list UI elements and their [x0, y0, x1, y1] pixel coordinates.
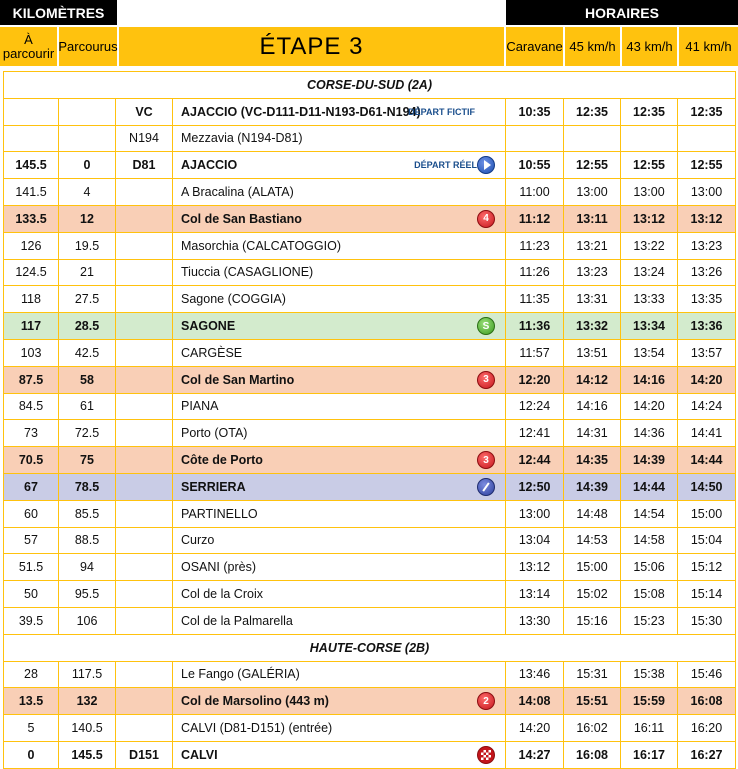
section-title: HAUTE-CORSE (2B)	[4, 634, 736, 661]
section-row	[4, 634, 736, 661]
time-41: 15:12	[678, 554, 736, 581]
time-45: 13:51	[564, 339, 621, 366]
time-41: 13:35	[678, 286, 736, 313]
time-41: 12:35	[678, 98, 736, 125]
time-caravane: 12:44	[506, 447, 564, 474]
km-done	[59, 125, 116, 152]
km-remaining: 13.5	[4, 688, 59, 715]
time-43: 15:06	[621, 554, 678, 581]
road-code: N194	[116, 125, 173, 152]
place-cell	[173, 688, 506, 715]
table-row	[4, 473, 736, 500]
km-remaining: 141.5	[4, 179, 59, 206]
place-cell	[173, 366, 506, 393]
km-remaining: 57	[4, 527, 59, 554]
table-row	[4, 232, 736, 259]
time-45: 14:53	[564, 527, 621, 554]
km-remaining: 84.5	[4, 393, 59, 420]
road-code	[116, 581, 173, 608]
time-caravane: 13:04	[506, 527, 564, 554]
time-45: 15:00	[564, 554, 621, 581]
place-cell	[173, 447, 506, 474]
col-41: 41 km/h	[679, 27, 738, 66]
place-cell	[173, 152, 506, 179]
table-row	[4, 447, 736, 474]
time-45: 15:02	[564, 581, 621, 608]
km-done: 42.5	[59, 339, 116, 366]
time-41	[678, 125, 736, 152]
km-remaining: 67	[4, 473, 59, 500]
time-41: 14:50	[678, 473, 736, 500]
place-cell	[173, 205, 506, 232]
time-45: 13:31	[564, 286, 621, 313]
place-cell	[173, 98, 506, 125]
time-41: 16:08	[678, 688, 736, 715]
time-caravane: 11:35	[506, 286, 564, 313]
km-remaining: 126	[4, 232, 59, 259]
place-name: Masorchia (CALCATOGGIO)	[173, 232, 506, 259]
km-remaining: 117	[4, 313, 59, 340]
place-name: AJACCIO (VC-D111-D11-N193-D61-N194)	[181, 104, 421, 119]
km-done: 145.5	[59, 741, 116, 768]
time-45: 14:31	[564, 420, 621, 447]
place-name: CALVI	[181, 747, 218, 762]
time-41: 13:36	[678, 313, 736, 340]
place-name: SAGONE	[181, 319, 236, 334]
km-remaining: 0	[4, 741, 59, 768]
time-43: 16:11	[621, 715, 678, 742]
place-name: OSANI (près)	[173, 554, 506, 581]
feed-zone-icon	[477, 478, 495, 496]
road-code	[116, 661, 173, 688]
table-row	[4, 152, 736, 179]
horaires-header: HORAIRES	[506, 0, 738, 25]
time-45: 12:35	[564, 98, 621, 125]
km-done: 85.5	[59, 500, 116, 527]
time-43: 13:33	[621, 286, 678, 313]
time-43: 13:54	[621, 339, 678, 366]
table-row	[4, 500, 736, 527]
km-done: 61	[59, 393, 116, 420]
climb-category-icon: 4	[477, 210, 495, 228]
place-cell	[173, 473, 506, 500]
place-name: Côte de Porto	[181, 453, 263, 468]
table-row	[4, 581, 736, 608]
time-45: 15:16	[564, 607, 621, 634]
time-45: 13:32	[564, 313, 621, 340]
km-remaining	[4, 125, 59, 152]
depart-fictif-tag: DÉPART FICTIF	[408, 106, 475, 117]
sprint-icon: S	[477, 317, 495, 335]
time-43: 14:54	[621, 500, 678, 527]
time-41: 14:41	[678, 420, 736, 447]
time-45: 16:02	[564, 715, 621, 742]
col-45: 45 km/h	[565, 27, 620, 66]
time-45: 15:31	[564, 661, 621, 688]
time-41: 15:14	[678, 581, 736, 608]
time-45: 14:35	[564, 447, 621, 474]
table-row	[4, 715, 736, 742]
time-43: 14:58	[621, 527, 678, 554]
place-name: CALVI (D81-D151) (entrée)	[173, 715, 506, 742]
km-remaining: 133.5	[4, 205, 59, 232]
time-41: 14:24	[678, 393, 736, 420]
table-row	[4, 607, 736, 634]
time-45: 12:55	[564, 152, 621, 179]
time-41: 15:46	[678, 661, 736, 688]
time-45: 14:48	[564, 500, 621, 527]
road-code	[116, 500, 173, 527]
place-name: PIANA	[173, 393, 506, 420]
section-row	[4, 72, 736, 99]
place-name: Col de la Palmarella	[173, 607, 506, 634]
time-45: 13:23	[564, 259, 621, 286]
road-code	[116, 286, 173, 313]
road-code	[116, 313, 173, 340]
time-caravane	[506, 125, 564, 152]
time-45: 13:11	[564, 205, 621, 232]
place-cell	[173, 313, 506, 340]
table-row	[4, 259, 736, 286]
time-caravane: 12:41	[506, 420, 564, 447]
km-done: 0	[59, 152, 116, 179]
time-41: 16:27	[678, 741, 736, 768]
time-43: 14:36	[621, 420, 678, 447]
time-41: 15:00	[678, 500, 736, 527]
time-43: 14:16	[621, 366, 678, 393]
time-41: 13:26	[678, 259, 736, 286]
table-row	[4, 339, 736, 366]
km-remaining: 5	[4, 715, 59, 742]
place-name: AJACCIO	[181, 158, 238, 173]
table-header	[0, 0, 738, 66]
km-remaining: 28	[4, 661, 59, 688]
time-caravane: 13:00	[506, 500, 564, 527]
km-done: 21	[59, 259, 116, 286]
col-43: 43 km/h	[622, 27, 677, 66]
road-code: VC	[116, 98, 173, 125]
road-code	[116, 715, 173, 742]
km-remaining: 124.5	[4, 259, 59, 286]
place-name: Curzo	[173, 527, 506, 554]
time-45: 16:08	[564, 741, 621, 768]
time-43: 14:39	[621, 447, 678, 474]
time-41: 13:12	[678, 205, 736, 232]
time-41: 15:30	[678, 607, 736, 634]
time-caravane: 13:46	[506, 661, 564, 688]
col-parcourus: Parcourus	[59, 27, 117, 66]
depart-reel-tag: DÉPART RÉEL	[414, 160, 477, 171]
time-caravane: 11:23	[506, 232, 564, 259]
time-caravane: 11:26	[506, 259, 564, 286]
time-caravane: 11:12	[506, 205, 564, 232]
table-row	[4, 313, 736, 340]
time-caravane: 11:36	[506, 313, 564, 340]
time-caravane: 10:55	[506, 152, 564, 179]
time-45: 13:21	[564, 232, 621, 259]
km-done: 88.5	[59, 527, 116, 554]
table-row	[4, 554, 736, 581]
time-caravane: 12:20	[506, 366, 564, 393]
table-row	[4, 98, 736, 125]
time-caravane: 13:30	[506, 607, 564, 634]
time-41: 13:00	[678, 179, 736, 206]
road-code	[116, 205, 173, 232]
km-remaining: 103	[4, 339, 59, 366]
place-name: A Bracalina (ALATA)	[173, 179, 506, 206]
road-code	[116, 339, 173, 366]
place-name: Col de San Bastiano	[181, 211, 302, 226]
table-row	[4, 688, 736, 715]
time-43: 14:20	[621, 393, 678, 420]
road-code	[116, 554, 173, 581]
road-code	[116, 607, 173, 634]
time-41: 15:04	[678, 527, 736, 554]
km-remaining: 145.5	[4, 152, 59, 179]
road-code	[116, 447, 173, 474]
road-code	[116, 366, 173, 393]
km-done	[59, 98, 116, 125]
km-done: 12	[59, 205, 116, 232]
road-code	[116, 393, 173, 420]
time-45: 15:51	[564, 688, 621, 715]
time-45: 14:39	[564, 473, 621, 500]
time-41: 13:23	[678, 232, 736, 259]
km-done: 95.5	[59, 581, 116, 608]
section-title: CORSE-DU-SUD (2A)	[4, 72, 736, 99]
km-done: 19.5	[59, 232, 116, 259]
table-row	[4, 205, 736, 232]
time-43: 16:17	[621, 741, 678, 768]
climb-category-icon: 2	[477, 692, 495, 710]
km-done: 94	[59, 554, 116, 581]
time-caravane: 14:20	[506, 715, 564, 742]
table-row	[4, 179, 736, 206]
road-code	[116, 179, 173, 206]
time-43: 14:44	[621, 473, 678, 500]
col-a-parcourir: À parcourir	[0, 27, 57, 66]
road-code	[116, 688, 173, 715]
road-code	[116, 527, 173, 554]
time-43: 13:34	[621, 313, 678, 340]
time-43: 15:59	[621, 688, 678, 715]
km-remaining: 60	[4, 500, 59, 527]
km-remaining: 51.5	[4, 554, 59, 581]
km-done: 132	[59, 688, 116, 715]
place-name: Tiuccia (CASAGLIONE)	[173, 259, 506, 286]
time-43: 15:23	[621, 607, 678, 634]
place-name: Sagone (COGGIA)	[173, 286, 506, 313]
start-flag-icon	[477, 156, 495, 174]
time-43: 13:24	[621, 259, 678, 286]
table-row	[4, 366, 736, 393]
time-43: 15:38	[621, 661, 678, 688]
page-title: ÉTAPE 3	[119, 27, 504, 66]
km-remaining: 118	[4, 286, 59, 313]
time-caravane: 13:12	[506, 554, 564, 581]
time-caravane: 14:08	[506, 688, 564, 715]
time-caravane: 11:57	[506, 339, 564, 366]
time-43: 13:22	[621, 232, 678, 259]
time-43: 12:55	[621, 152, 678, 179]
time-caravane: 10:35	[506, 98, 564, 125]
km-done: 72.5	[59, 420, 116, 447]
table-row	[4, 286, 736, 313]
time-caravane: 14:27	[506, 741, 564, 768]
place-cell	[173, 741, 506, 768]
time-43: 13:12	[621, 205, 678, 232]
km-done: 140.5	[59, 715, 116, 742]
time-45: 13:00	[564, 179, 621, 206]
km-remaining: 39.5	[4, 607, 59, 634]
table-row	[4, 741, 736, 768]
road-code	[116, 473, 173, 500]
road-code	[116, 259, 173, 286]
table-row	[4, 527, 736, 554]
place-name: Le Fango (GALÉRIA)	[173, 661, 506, 688]
place-name: Mezzavia (N194-D81)	[173, 125, 506, 152]
table-row	[4, 661, 736, 688]
place-name: Col de San Martino	[181, 372, 295, 387]
km-done: 58	[59, 366, 116, 393]
km-done: 106	[59, 607, 116, 634]
km-done: 28.5	[59, 313, 116, 340]
time-caravane: 13:14	[506, 581, 564, 608]
km-done: 27.5	[59, 286, 116, 313]
time-43: 15:08	[621, 581, 678, 608]
time-43	[621, 125, 678, 152]
time-caravane: 12:24	[506, 393, 564, 420]
time-41: 14:44	[678, 447, 736, 474]
km-done: 117.5	[59, 661, 116, 688]
km-done: 78.5	[59, 473, 116, 500]
km-remaining: 70.5	[4, 447, 59, 474]
time-41: 13:57	[678, 339, 736, 366]
km-remaining: 87.5	[4, 366, 59, 393]
climb-category-icon: 3	[477, 451, 495, 469]
table-row	[4, 420, 736, 447]
time-43: 12:35	[621, 98, 678, 125]
km-remaining: 73	[4, 420, 59, 447]
place-name: PARTINELLO	[173, 500, 506, 527]
time-41: 14:20	[678, 366, 736, 393]
place-name: Col de Marsolino (443 m)	[181, 694, 329, 709]
road-code	[116, 232, 173, 259]
time-caravane: 11:00	[506, 179, 564, 206]
road-code: D81	[116, 152, 173, 179]
km-done: 75	[59, 447, 116, 474]
km-remaining	[4, 98, 59, 125]
time-45: 14:16	[564, 393, 621, 420]
place-name: SERRIERA	[181, 479, 246, 494]
timetable	[3, 71, 736, 769]
time-45	[564, 125, 621, 152]
time-41: 16:20	[678, 715, 736, 742]
col-caravane: Caravane	[506, 27, 563, 66]
time-45: 14:12	[564, 366, 621, 393]
finish-flag-icon	[477, 746, 495, 764]
climb-category-icon: 3	[477, 371, 495, 389]
road-code	[116, 420, 173, 447]
time-41: 12:55	[678, 152, 736, 179]
kilometres-header: KILOMÈTRES	[0, 0, 117, 25]
place-name: Col de la Croix	[173, 581, 506, 608]
table-row	[4, 125, 736, 152]
road-code: D151	[116, 741, 173, 768]
time-caravane: 12:50	[506, 473, 564, 500]
table-row	[4, 393, 736, 420]
place-name: Porto (OTA)	[173, 420, 506, 447]
km-remaining: 50	[4, 581, 59, 608]
place-name: CARGÈSE	[173, 339, 506, 366]
km-done: 4	[59, 179, 116, 206]
time-43: 13:00	[621, 179, 678, 206]
